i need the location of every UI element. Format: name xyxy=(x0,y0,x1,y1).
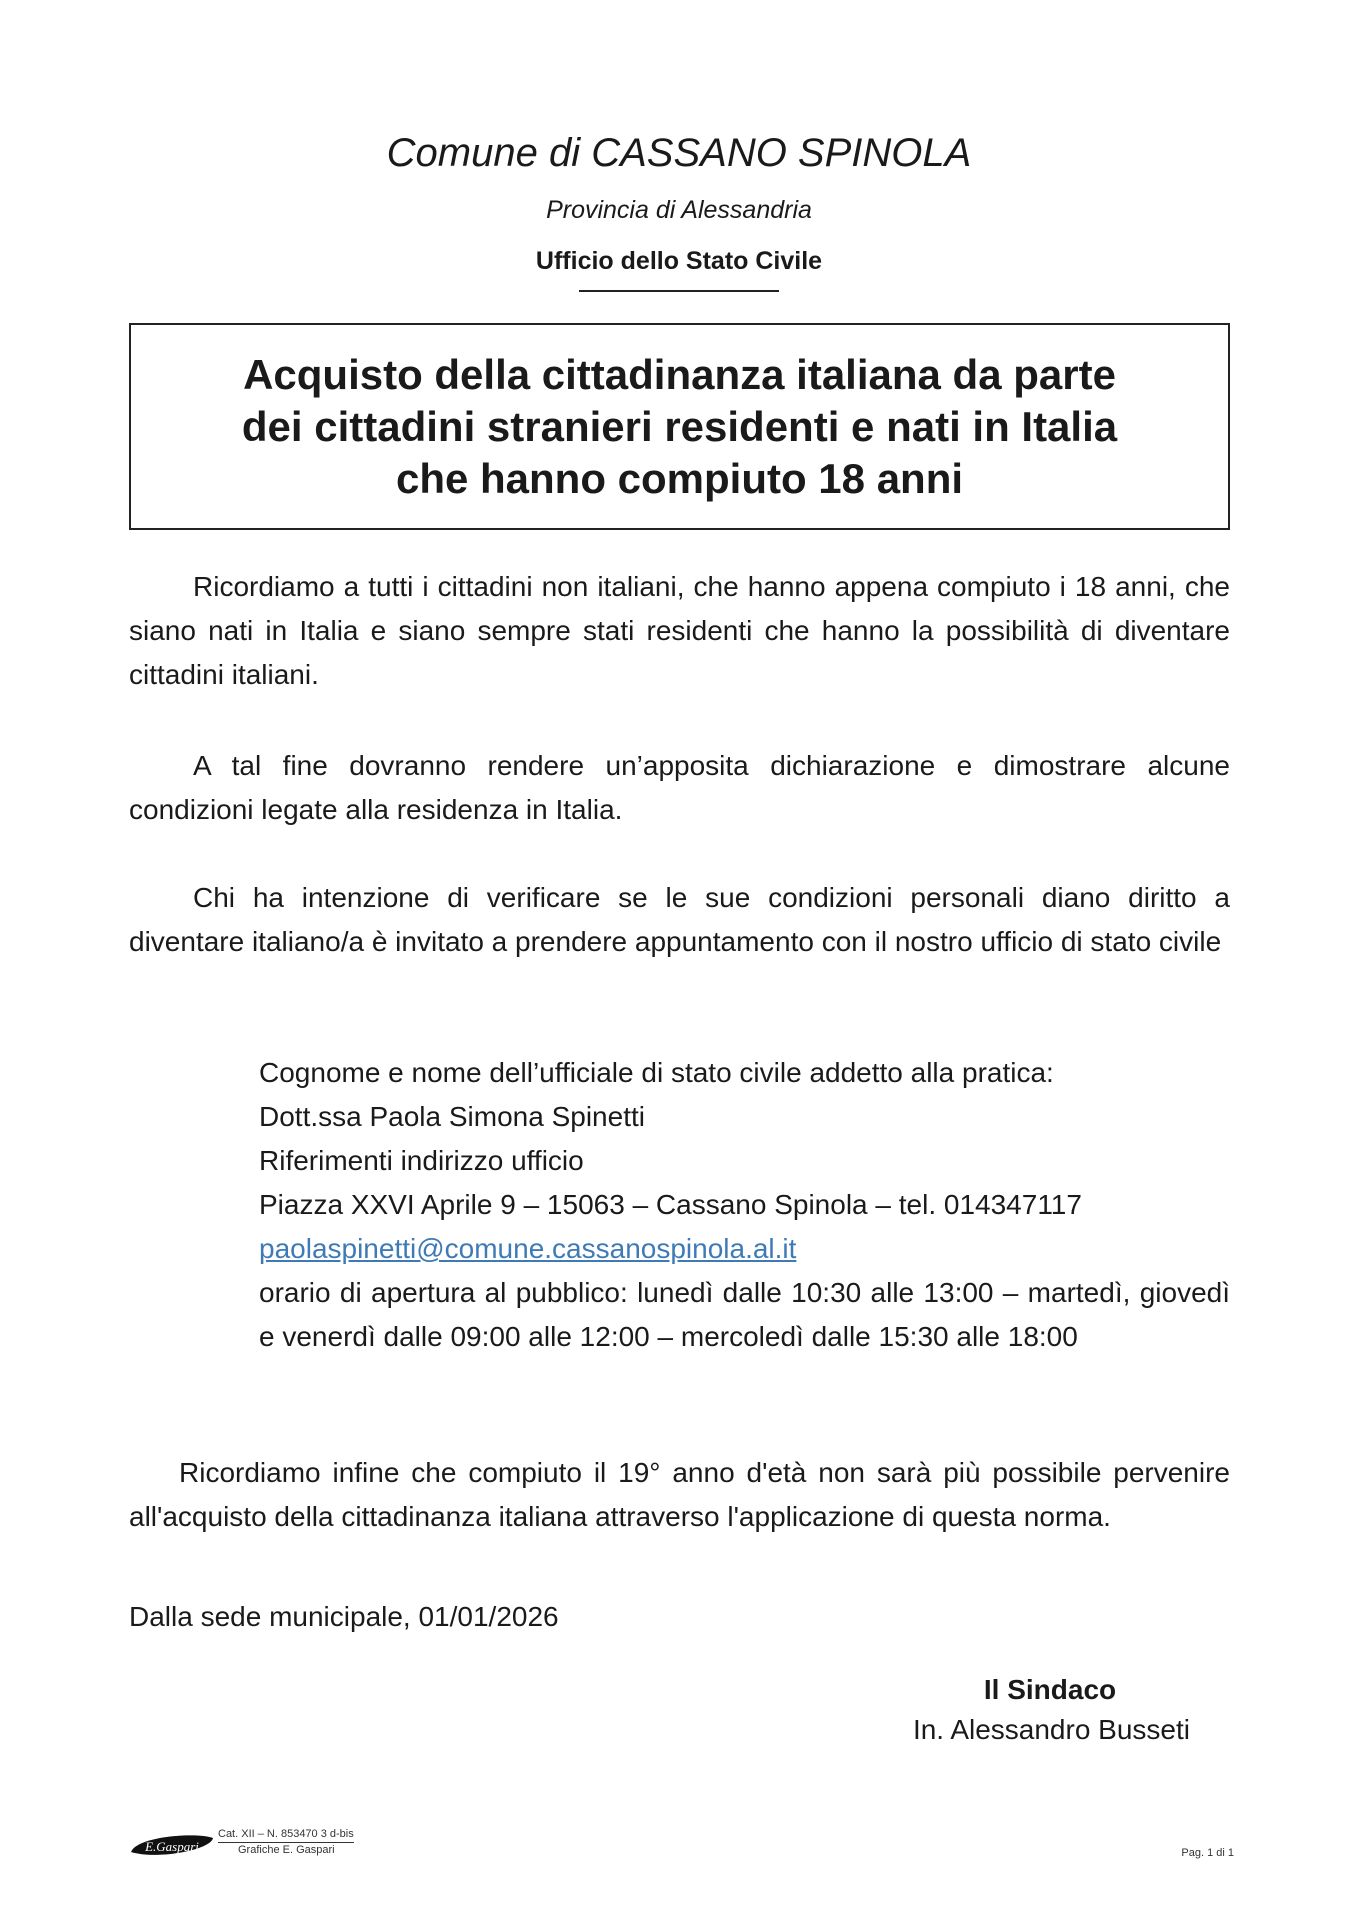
address-label: Riferimenti indirizzo ufficio xyxy=(259,1145,584,1176)
officer-label: Cognome e nome dell’ufficiale di stato civile addetto alla pratica: xyxy=(259,1057,1054,1088)
comune-title: Comune di CASSANO SPINOLA xyxy=(386,131,972,175)
opening-hours: orario di apertura al pubblico: lunedì dalle 10:30 alle 13:00 – martedì, giovedì e venerdì dalle 09:00 alle 12:00 – mercoledì dalle 15:30 alle 18:00 xyxy=(259,1277,1230,1352)
signature-name: In. Alessandro Busseti xyxy=(912,1714,1190,1745)
paragraph-2: A tal fine dovranno rendere un’apposita dichiarazione e dimostrare alcune condizioni legate alla residenza in Italia. xyxy=(129,750,1230,825)
contact-block xyxy=(259,1051,1230,1359)
office-address: Piazza XXVI Aprile 9 – 15063 – Cassano Spinola – tel. 014347117 xyxy=(259,1189,1082,1220)
title-line-2: dei cittadini stranieri residenti e nati in Italia xyxy=(241,402,1118,450)
title-line-1: Acquisto della cittadinanza italiana da parte xyxy=(243,350,1116,398)
catalog-code: Cat. XII – N. 853470 3 d-bis xyxy=(218,1827,354,1843)
printer-name: Grafiche E. Gaspari xyxy=(238,1844,335,1856)
date-line: Dalla sede municipale, 01/01/2026 xyxy=(129,1601,559,1632)
document-header xyxy=(0,128,1358,292)
paragraph-4: Ricordiamo infine che compiuto il 19° anno d'età non sarà più possibile pervenire all'acquisto della cittadinanza italiana attraverso l'applicazione di questa norma. xyxy=(129,1457,1230,1532)
officer-name: Dott.ssa Paola Simona Spinetti xyxy=(259,1101,645,1132)
page-number: Pag. 1 di 1 xyxy=(1181,1847,1234,1859)
signature-block xyxy=(830,1670,1190,1750)
paragraph-3: Chi ha intenzione di verificare se le sue condizioni personali diano diritto a diventare italiano/a è invitato a prendere appuntamento con il nostro ufficio di stato civile xyxy=(129,882,1230,957)
title-box xyxy=(129,323,1230,530)
signature-role: Il Sindaco xyxy=(983,1674,1117,1705)
title-line-3: che hanno compiuto 18 anni xyxy=(395,454,964,502)
provincia-subtitle: Provincia di Alessandria xyxy=(546,196,812,224)
logo-text: E.Gaspari xyxy=(145,1839,199,1854)
ufficio-label: Ufficio dello Stato Civile xyxy=(535,247,823,275)
gaspari-logo xyxy=(127,1830,217,1862)
email-link[interactable]: paolaspinetti@comune.cassanospinola.al.it xyxy=(259,1233,797,1264)
notice-title xyxy=(170,349,1190,505)
footer-catalog xyxy=(218,1827,354,1857)
paragraph-1: Ricordiamo a tutti i cittadini non italiani, che hanno appena compiuto i 18 anni, che siano nati in Italia e siano sempre stati residenti che hanno la possibilità di diventare cittadini italiani. xyxy=(129,571,1230,690)
header-divider xyxy=(579,290,779,292)
